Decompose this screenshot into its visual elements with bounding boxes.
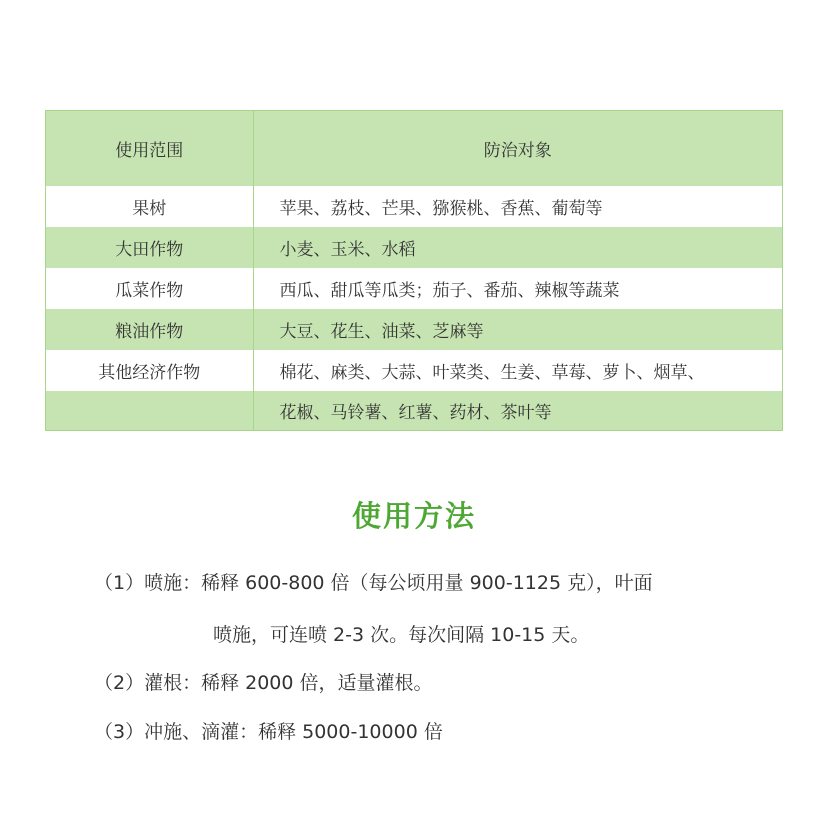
table-header-row	[46, 111, 782, 186]
method-line-3: （3）冲施、滴灌：稀释 5000-10000 倍	[94, 721, 443, 743]
method-line-1-cont: 喷施，可连喷 2-3 次。每次间隔 10-15 天。	[213, 624, 590, 646]
row-target: 西瓜、甜瓜等瓜类；茄子、番茄、辣椒等蔬菜	[253, 268, 782, 309]
method-title: 使用方法	[351, 499, 476, 533]
method-line-1: （1）喷施：稀释 600-800 倍（每公顷用量 900-1125 克），叶面	[94, 572, 653, 594]
table-row	[46, 227, 782, 268]
table-row	[46, 268, 782, 309]
row-target: 棉花、麻类、大蒜、叶菜类、生姜、草莓、萝卜、烟草、	[253, 350, 782, 391]
header-usage-scope: 使用范围	[46, 111, 253, 186]
row-scope	[46, 391, 253, 430]
row-target: 小麦、玉米、水稻	[253, 227, 782, 268]
row-scope: 大田作物	[46, 227, 253, 268]
table-row	[46, 309, 782, 350]
row-target: 大豆、花生、油菜、芝麻等	[253, 309, 782, 350]
usage-table	[46, 111, 782, 430]
row-scope: 果树	[46, 186, 253, 227]
usage-table-container	[45, 110, 783, 431]
row-target: 苹果、荔枝、芒果、猕猴桃、香蕉、葡萄等	[253, 186, 782, 227]
row-scope: 瓜菜作物	[46, 268, 253, 309]
row-scope: 其他经济作物	[46, 350, 253, 391]
header-target: 防治对象	[253, 111, 782, 186]
table-row	[46, 350, 782, 391]
row-target: 花椒、马铃薯、红薯、药材、茶叶等	[253, 391, 782, 430]
row-scope: 粮油作物	[46, 309, 253, 350]
method-line-2: （2）灌根：稀释 2000 倍，适量灌根。	[94, 672, 433, 694]
table-row	[46, 391, 782, 430]
table-row	[46, 186, 782, 227]
